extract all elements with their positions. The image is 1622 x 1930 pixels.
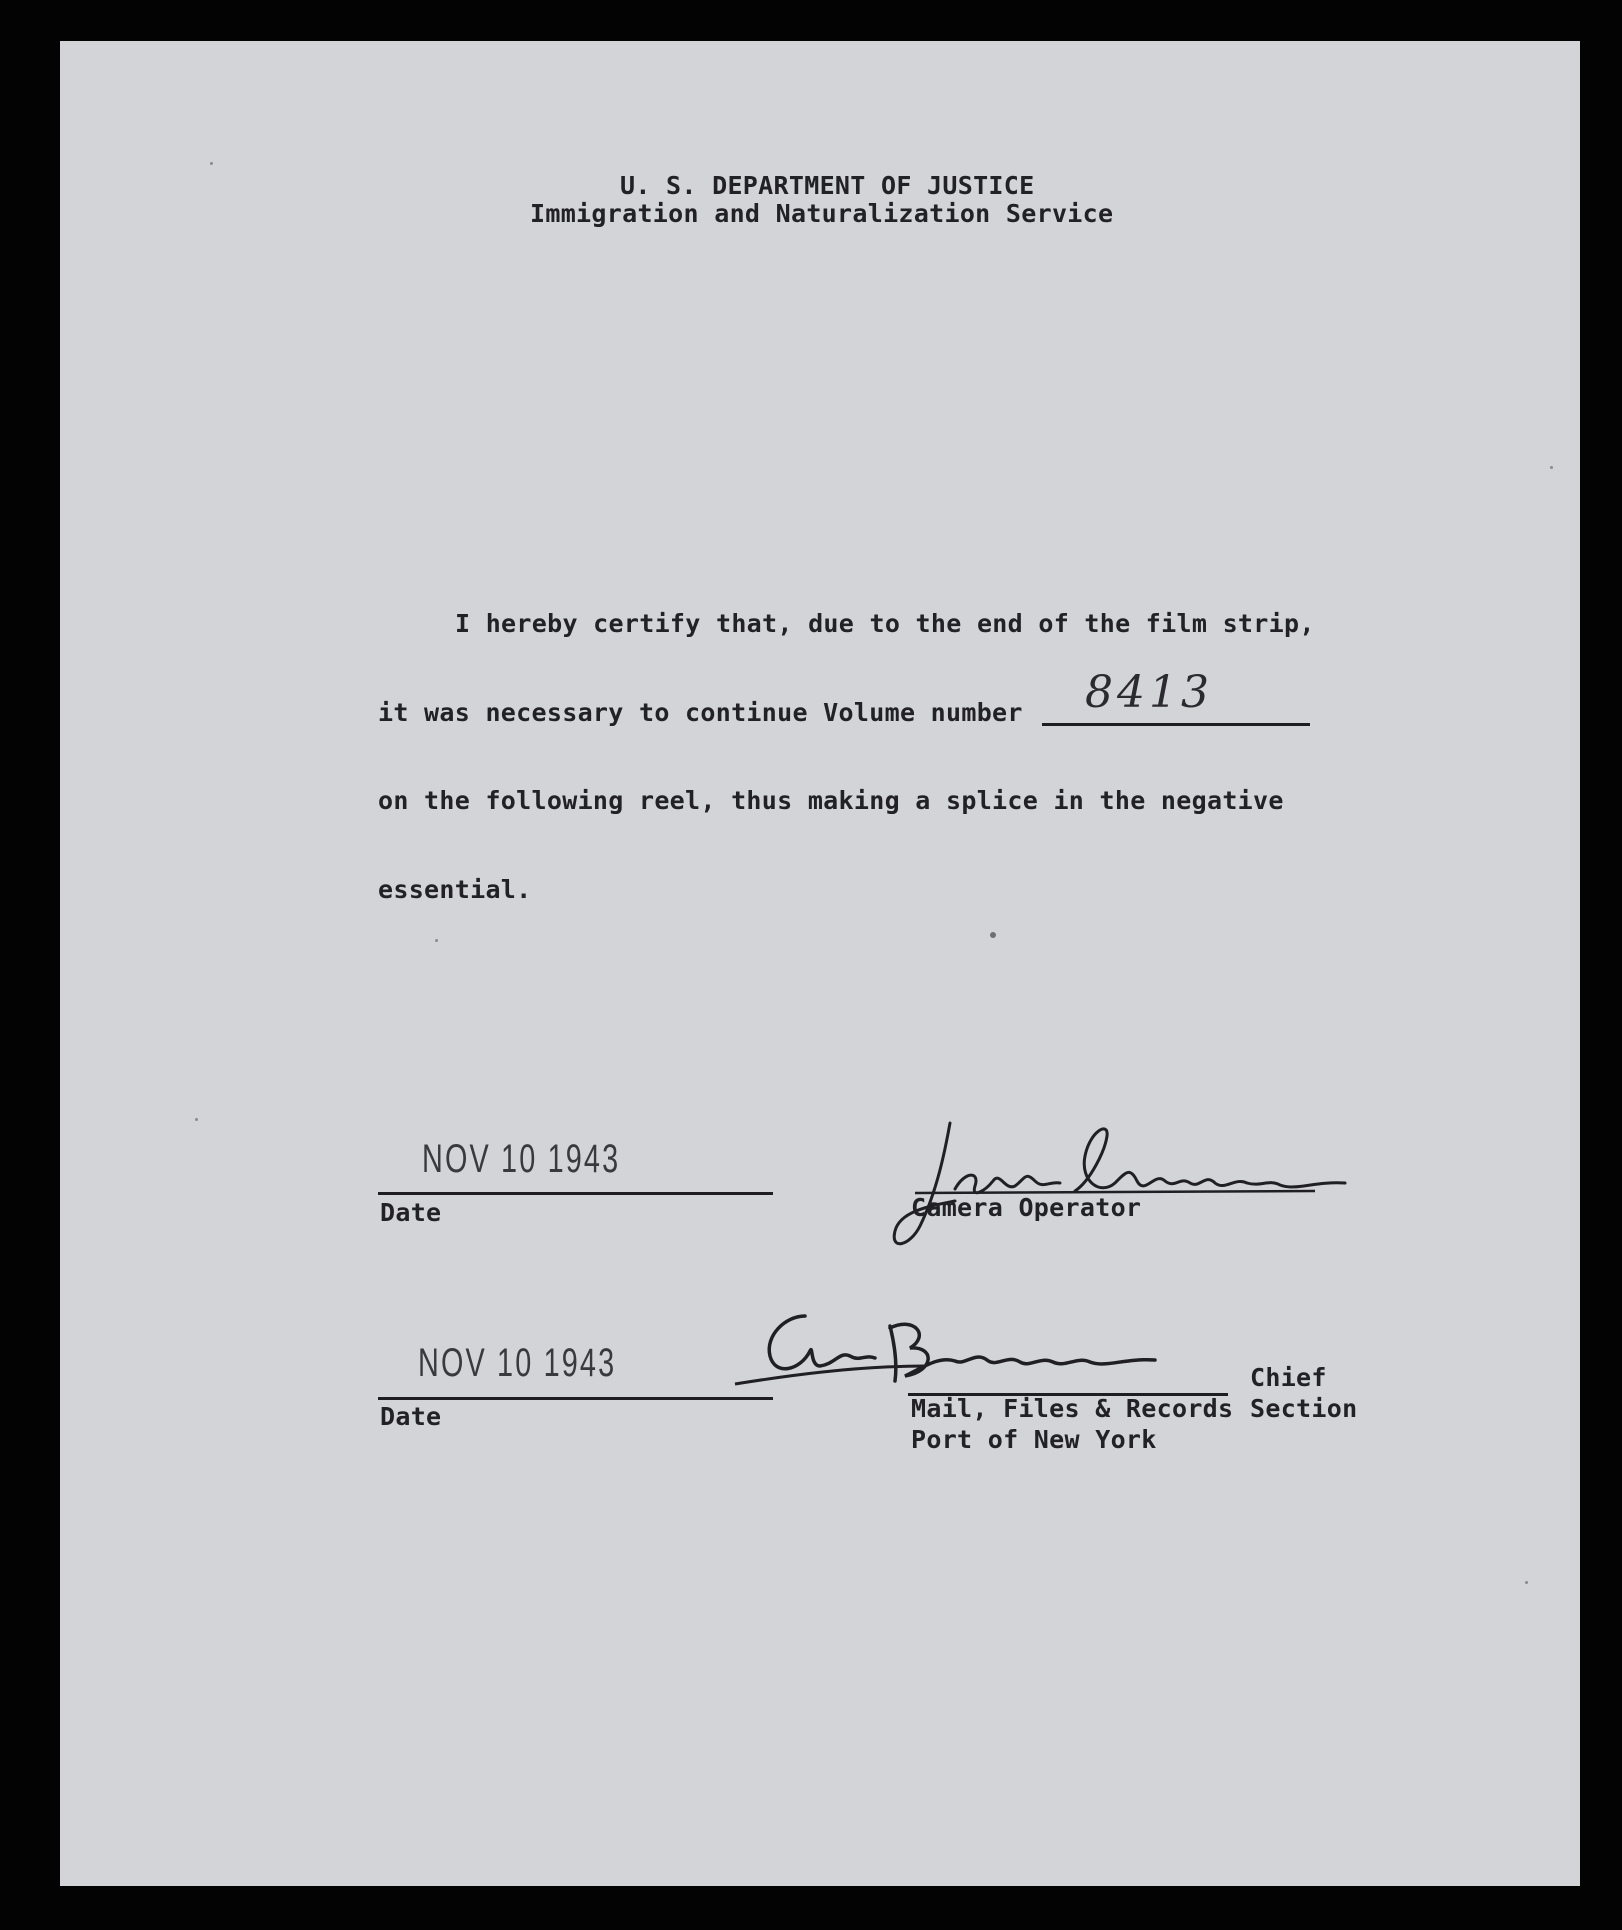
chief-signature	[725, 1296, 1245, 1406]
date-stamp-1: NOV 10 1943	[422, 1137, 621, 1181]
certification-line-1: I hereby certify that, due to the end of the film strip,	[455, 609, 1315, 638]
date-stamp-2: NOV 10 1943	[418, 1341, 617, 1385]
scan-speck	[435, 939, 438, 942]
port-of-new-york-label: Port of New York	[911, 1425, 1157, 1454]
scan-speck	[1525, 1581, 1528, 1584]
certification-line-3: on the following reel, thus making a splice in the negative	[378, 786, 1284, 815]
volume-number-handwritten: 8413	[1085, 667, 1213, 718]
date-label-2: Date	[380, 1402, 442, 1431]
scan-speck	[1550, 466, 1553, 469]
mail-files-records-label: Mail, Files & Records	[911, 1394, 1234, 1423]
section-label: Section	[1250, 1394, 1358, 1423]
scan-speck	[195, 1118, 198, 1121]
scan-speck	[990, 932, 996, 938]
camera-operator-label: Camera Operator	[911, 1193, 1142, 1222]
certification-line-2: it was necessary to continue Volume number	[378, 698, 1023, 727]
date-line-1	[378, 1192, 773, 1195]
scan-speck	[210, 162, 213, 165]
date-line-2	[378, 1397, 773, 1400]
volume-number-underline	[1042, 723, 1310, 726]
service-heading: Immigration and Naturalization Service	[530, 199, 1114, 228]
chief-title: Chief	[1250, 1363, 1327, 1392]
department-heading: U. S. DEPARTMENT OF JUSTICE	[620, 171, 1035, 200]
document-page	[60, 41, 1580, 1886]
certification-line-4: essential.	[378, 875, 532, 904]
camera-operator-signature	[875, 1111, 1355, 1261]
date-label-1: Date	[380, 1198, 442, 1227]
